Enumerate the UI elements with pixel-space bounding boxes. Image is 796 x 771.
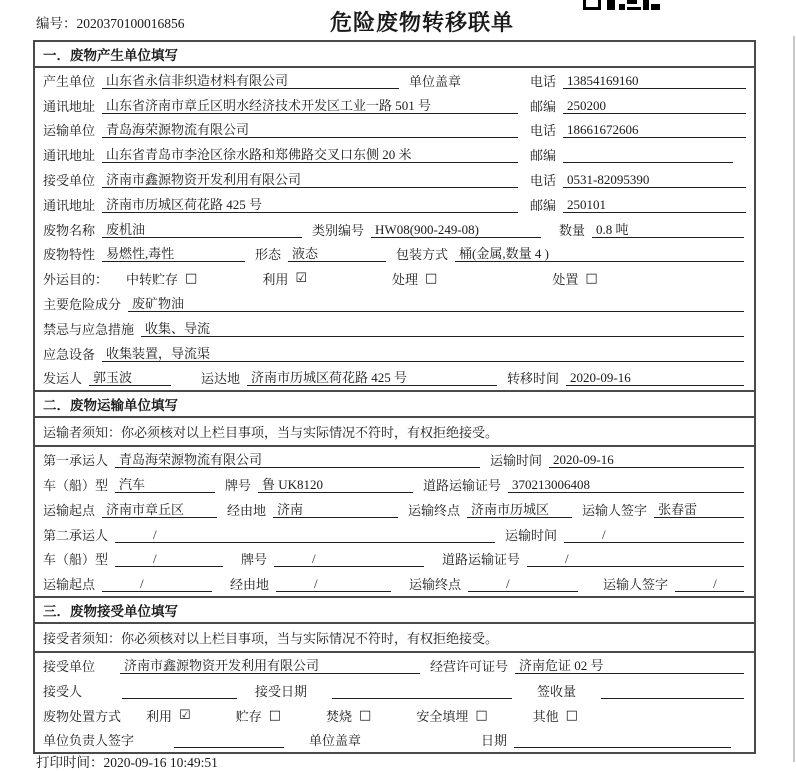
purpose-disposal-label: 处置 — [552, 272, 579, 288]
acceptor-value — [122, 682, 237, 699]
license-number-value: 济南危证 02 号 — [515, 657, 744, 674]
producer-phone-value: 13854169160 — [563, 72, 746, 89]
page-title: 危险废物转移联单 — [330, 10, 515, 35]
field-label: 废物特性 — [43, 247, 96, 263]
field-label: 运输人签字 — [603, 577, 669, 593]
field-label: 废物名称 — [43, 222, 96, 238]
checkbox-disposal-utilize-checked-icon: ☑ — [179, 707, 191, 723]
waste-property-value: 易燃性,毒性 — [102, 245, 245, 262]
field-label: 废物处置方式 — [43, 708, 122, 724]
field-label: 经由地 — [230, 577, 270, 593]
hazard-components-value: 废矿物油 — [128, 295, 744, 312]
unit-seal-label-2: 单位盖章 — [309, 733, 362, 749]
date-value — [514, 731, 731, 748]
field-label: 形态 — [255, 247, 282, 263]
field-label: 第二承运人 — [43, 527, 109, 543]
row-transport-route-1 — [35, 497, 754, 522]
field-label: 主要危险成分 — [43, 297, 122, 313]
field-label: 运输终点 — [409, 577, 462, 593]
field-label: 外运目的： — [43, 272, 109, 288]
field-label: 电话 — [529, 73, 556, 89]
plate-number2-value: / — [274, 550, 424, 567]
receiver-phone-value: 0531-82095390 — [563, 171, 746, 188]
accepting-unit-value: 济南市鑫源物资开发利用有限公司 — [120, 657, 420, 674]
transport-phone-value: 18661672606 — [563, 121, 746, 138]
disposal-incineration-label: 焚烧 — [326, 708, 353, 724]
route-end-value: 济南市历城区 — [467, 501, 572, 518]
page-edge-line — [793, 36, 795, 762]
row-vehicle-type-2 — [35, 547, 754, 572]
manifest-form — [33, 40, 756, 754]
row-first-carrier — [35, 447, 754, 472]
row-transport-unit — [35, 118, 754, 143]
contraindication-value: 收集、导流 — [141, 320, 744, 337]
waste-form-value: 液态 — [288, 245, 386, 262]
field-label: 道路运输证号 — [442, 552, 521, 568]
field-label: 转移时间 — [507, 371, 560, 387]
field-label: 接受人 — [43, 683, 83, 699]
field-label: 单位负责人签字 — [43, 733, 135, 749]
section3-header: 三．废物接受单位填写 — [35, 596, 754, 624]
responsible-signature-value — [174, 731, 284, 748]
field-label: 经营许可证号 — [430, 659, 509, 675]
producer-zip-value: 250200 — [563, 97, 746, 114]
waste-name-value: 废机油 — [102, 221, 302, 238]
checkbox-disposal-incineration-icon: □ — [359, 707, 372, 723]
field-label: 接受单位 — [43, 173, 96, 189]
row-responsible-signature — [35, 728, 754, 753]
transport-address-value: 山东省青岛市李沧区徐水路和郑佛路交叉口东侧 20 米 — [102, 146, 518, 163]
serial-label: 编号： — [36, 16, 77, 31]
checkbox-disposal-storage-icon: □ — [268, 707, 281, 723]
field-label: 包装方式 — [396, 247, 449, 263]
field-label: 牌号 — [225, 478, 252, 494]
transport-time-value: 2020-09-16 — [549, 451, 744, 468]
waste-quantity-value: 0.8 吨 — [592, 221, 744, 238]
checkbox-transit-storage-icon: □ — [185, 271, 198, 287]
serial-number — [36, 12, 185, 32]
field-label: 通讯地址 — [43, 98, 96, 114]
row-waste-name — [35, 217, 754, 242]
road-permit2-value: / — [527, 550, 744, 567]
row-shipper — [35, 366, 754, 391]
checkbox-treatment-icon: □ — [425, 271, 438, 287]
field-label: 邮编 — [529, 148, 556, 164]
row-accepting-unit — [35, 653, 754, 678]
field-label: 电话 — [529, 123, 556, 139]
destination-value: 济南市历城区荷花路 425 号 — [247, 369, 497, 386]
field-label: 数量 — [559, 222, 586, 238]
row-receiver-unit — [35, 167, 754, 192]
print-time: 打印时间：2020-09-16 10:49:51 — [36, 755, 218, 770]
receiver-zip-value: 250101 — [563, 196, 746, 213]
field-label: 车（船）型 — [43, 478, 109, 494]
row-waste-property — [35, 242, 754, 267]
field-label: 牌号 — [241, 552, 268, 568]
row-disposal-method — [35, 703, 754, 728]
checkbox-disposal-icon: □ — [585, 271, 598, 287]
accept-date-value — [332, 682, 512, 699]
route-via-value: 济南 — [273, 501, 398, 518]
field-label: 邮编 — [529, 98, 556, 114]
section1-header: 一．废物产生单位填写 — [35, 42, 754, 68]
field-label: 运输单位 — [43, 123, 96, 139]
field-label: 运输时间 — [490, 453, 543, 469]
receiver-notice: 接受者须知：你必须核对以上栏目事项，当与实际情况不符时，有权拒绝接受。 — [35, 624, 754, 653]
row-transport-address — [35, 142, 754, 167]
checkbox-utilize-checked-icon: ☑ — [295, 271, 307, 287]
field-label: 第一承运人 — [43, 453, 109, 469]
field-label: 运输人签字 — [582, 502, 648, 518]
row-hazard-components — [35, 291, 754, 316]
row-transport-route-2 — [35, 571, 754, 596]
producer-address-value: 山东省济南市章丘区明水经济技术开发区工业一路 501 号 — [102, 97, 518, 114]
first-carrier-value: 青岛海荣源物流有限公司 — [115, 451, 480, 468]
waste-category-value: HW08(900-249-08) — [371, 221, 541, 238]
field-label: 类别编号 — [312, 222, 365, 238]
emergency-equipment-value: 收集装置，导流渠 — [102, 345, 744, 362]
disposal-other-label: 其他 — [532, 708, 559, 724]
row-producer-unit — [35, 68, 754, 93]
row-second-carrier — [35, 522, 754, 547]
receiver-unit-value: 济南市鑫源物资开发利用有限公司 — [102, 171, 518, 188]
shipper-value: 郭玉波 — [89, 369, 171, 386]
field-label: 接受单位 — [43, 659, 96, 675]
vehicle-type2-value: / — [115, 550, 223, 567]
row-acceptor — [35, 678, 754, 703]
transport-time2-value: / — [564, 526, 744, 543]
carrier-signature-value: 张春雷 — [654, 501, 744, 518]
field-label: 产生单位 — [43, 73, 96, 89]
field-label: 邮编 — [529, 197, 556, 213]
field-label: 电话 — [529, 173, 556, 189]
row-receiver-address — [35, 192, 754, 217]
field-label: 经由地 — [227, 502, 267, 518]
field-label: 发运人 — [43, 371, 83, 387]
field-label: 通讯地址 — [43, 148, 96, 164]
field-label: 运输终点 — [408, 502, 461, 518]
field-label: 车（船）型 — [43, 552, 109, 568]
disposal-storage-label: 贮存 — [235, 708, 262, 724]
checkbox-disposal-other-icon: □ — [565, 707, 578, 723]
road-permit-value: 370213006408 — [508, 476, 744, 493]
route-end2-value: / — [468, 575, 578, 592]
route-origin2-value: / — [102, 575, 212, 592]
received-quantity-value — [601, 682, 744, 699]
row-vehicle-type-1 — [35, 472, 754, 497]
vehicle-type-value: 汽车 — [115, 476, 215, 493]
field-label: 运输时间 — [505, 527, 558, 543]
row-transfer-purpose — [35, 266, 754, 291]
row-contraindication-measures — [35, 316, 754, 341]
producer-unit-value: 山东省永信非织造材料有限公司 — [102, 72, 399, 89]
qr-code-icon — [583, 0, 663, 11]
disposal-utilize-label: 利用 — [146, 708, 173, 724]
field-label: 接受日期 — [255, 683, 308, 699]
field-label: 通讯地址 — [43, 197, 96, 213]
field-label: 签收量 — [537, 683, 577, 699]
field-label: 应急设备 — [43, 346, 96, 362]
field-label: 运输起点 — [43, 502, 96, 518]
second-carrier-value: / — [115, 526, 495, 543]
receiver-address-value: 济南市历城区荷花路 425 号 — [102, 196, 518, 213]
field-label: 禁忌与应急措施 — [43, 321, 135, 337]
field-label: 运达地 — [201, 371, 241, 387]
field-label: 运输起点 — [43, 577, 96, 593]
row-producer-address — [35, 93, 754, 118]
carrier-signature2-value: / — [675, 575, 744, 592]
transport-zip-value — [563, 146, 733, 163]
packaging-value: 桶(金属,数量 4 ) — [455, 245, 744, 262]
disposal-landfill-label: 安全填埋 — [416, 708, 469, 724]
field-label: 日期 — [481, 733, 508, 749]
section2-header: 二．废物运输单位填写 — [35, 390, 754, 418]
serial-value: 2020370100016856 — [76, 16, 185, 31]
plate-number-value: 鲁 UK8120 — [258, 476, 413, 493]
field-label: 道路运输证号 — [423, 478, 502, 494]
purpose-utilize-label: 利用 — [262, 272, 289, 288]
purpose-treatment-label: 处理 — [392, 272, 419, 288]
route-origin-value: 济南市章丘区 — [102, 501, 217, 518]
unit-seal-label: 单位盖章 — [409, 73, 462, 89]
transfer-date-value: 2020-09-16 — [566, 369, 744, 386]
row-emergency-equipment — [35, 341, 754, 366]
route-via2-value: / — [276, 575, 391, 592]
checkbox-disposal-landfill-icon: □ — [475, 707, 488, 723]
transport-unit-value: 青岛海荣源物流有限公司 — [102, 121, 518, 138]
purpose-transit-storage-label: 中转贮存 — [126, 272, 179, 288]
transporter-notice: 运输者须知：你必须核对以上栏目事项，当与实际情况不符时，有权拒绝接受。 — [35, 418, 754, 447]
